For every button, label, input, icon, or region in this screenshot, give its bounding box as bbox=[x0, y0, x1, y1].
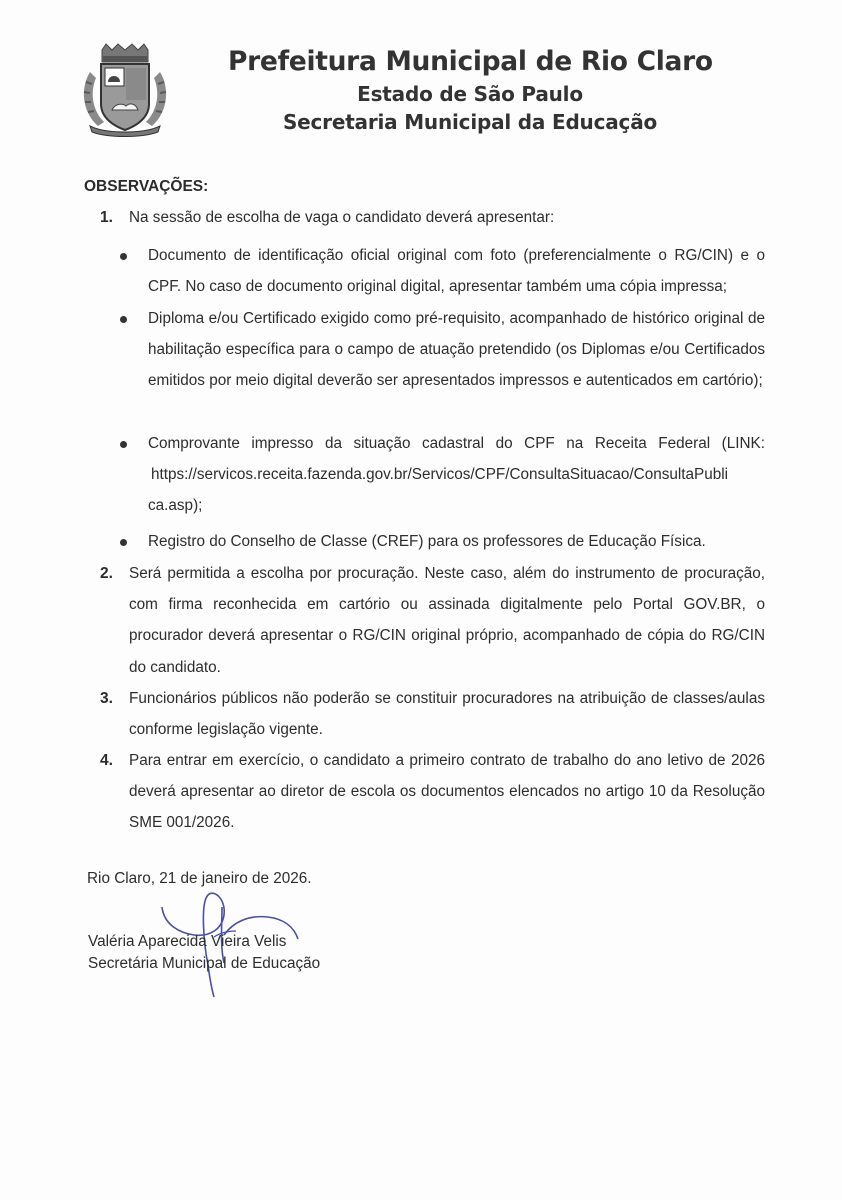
signer-name: Valéria Aparecida Vieira Velis bbox=[88, 933, 287, 950]
item-text: Será permitida a escolha por procuração. Neste caso, além do instrumento de procuração, com firma reconhecida em cartório ou assinada digitalmente pelo Portal GOV.BR, o procurador deverá apresentar o RG/CIN original próprio, acompanhado de cópia do RG/CIN do candidato. bbox=[129, 565, 765, 676]
observations-heading: OBSERVAÇÕES: bbox=[84, 178, 209, 195]
item-text: Funcionários públicos não poderão se constituir procuradores na atribuição de classes/aulas conforme legislação vigente. bbox=[129, 690, 765, 739]
receita-federal-link[interactable]: https://servicos.receita.fazenda.gov.br/Servicos/CPF/ConsultaSituacao/ConsultaPubli bbox=[151, 466, 729, 484]
requirement-item: Registro do Conselho de Classe (CREF) para os professores de Educação Física. bbox=[148, 533, 706, 550]
bullet-icon bbox=[120, 253, 127, 260]
requirement-item-cpf bbox=[148, 428, 765, 522]
state-subtitle: Estado de São Paulo bbox=[357, 82, 583, 106]
cpf-line-3: ca.asp); bbox=[148, 497, 203, 515]
requirement-item: Diploma e/ou Certificado exigido como pré-requisito, acompanhado de histórico original de habilitação específica para o campo de atuação pretendido (os Diplomas e/ou Certificados emitidos por meio digital deverão ser apresentados impressos e autenticados em cartório); bbox=[148, 310, 765, 390]
item-number: 2. bbox=[100, 565, 113, 582]
cpf-line-1: Comprovante impresso da situação cadastral do CPF na Receita Federal (LINK: bbox=[148, 435, 765, 452]
item-text: Para entrar em exercício, o candidato a primeiro contrato de trabalho do ano letivo de 2026 deverá apresentar ao diretor de escola os documentos elencados no artigo 10 da Resolução SME 001/2026. bbox=[129, 752, 765, 832]
bullet-icon bbox=[120, 316, 127, 323]
department-subtitle: Secretaria Municipal da Educação bbox=[282, 110, 658, 134]
item-number: 3. bbox=[100, 690, 113, 707]
requirement-item: Documento de identificação oficial original com foto (preferencialmente o RG/CIN) e o CPF. No caso de documento original digital, apresentar também uma cópia impressa; bbox=[148, 247, 765, 296]
coat-of-arms-icon bbox=[76, 42, 174, 138]
municipality-title: Prefeitura Municipal de Rio Claro bbox=[228, 46, 713, 77]
bullet-icon bbox=[120, 441, 127, 448]
bullet-icon bbox=[120, 539, 127, 546]
item-number: 4. bbox=[100, 752, 113, 769]
item-number: 1. bbox=[100, 209, 113, 226]
letterhead bbox=[228, 44, 712, 136]
item-text: Na sessão de escolha de vaga o candidato deverá apresentar: bbox=[129, 209, 555, 226]
signer-role: Secretária Municipal de Educação bbox=[88, 955, 321, 972]
place-and-date: Rio Claro, 21 de janeiro de 2026. bbox=[87, 870, 312, 887]
